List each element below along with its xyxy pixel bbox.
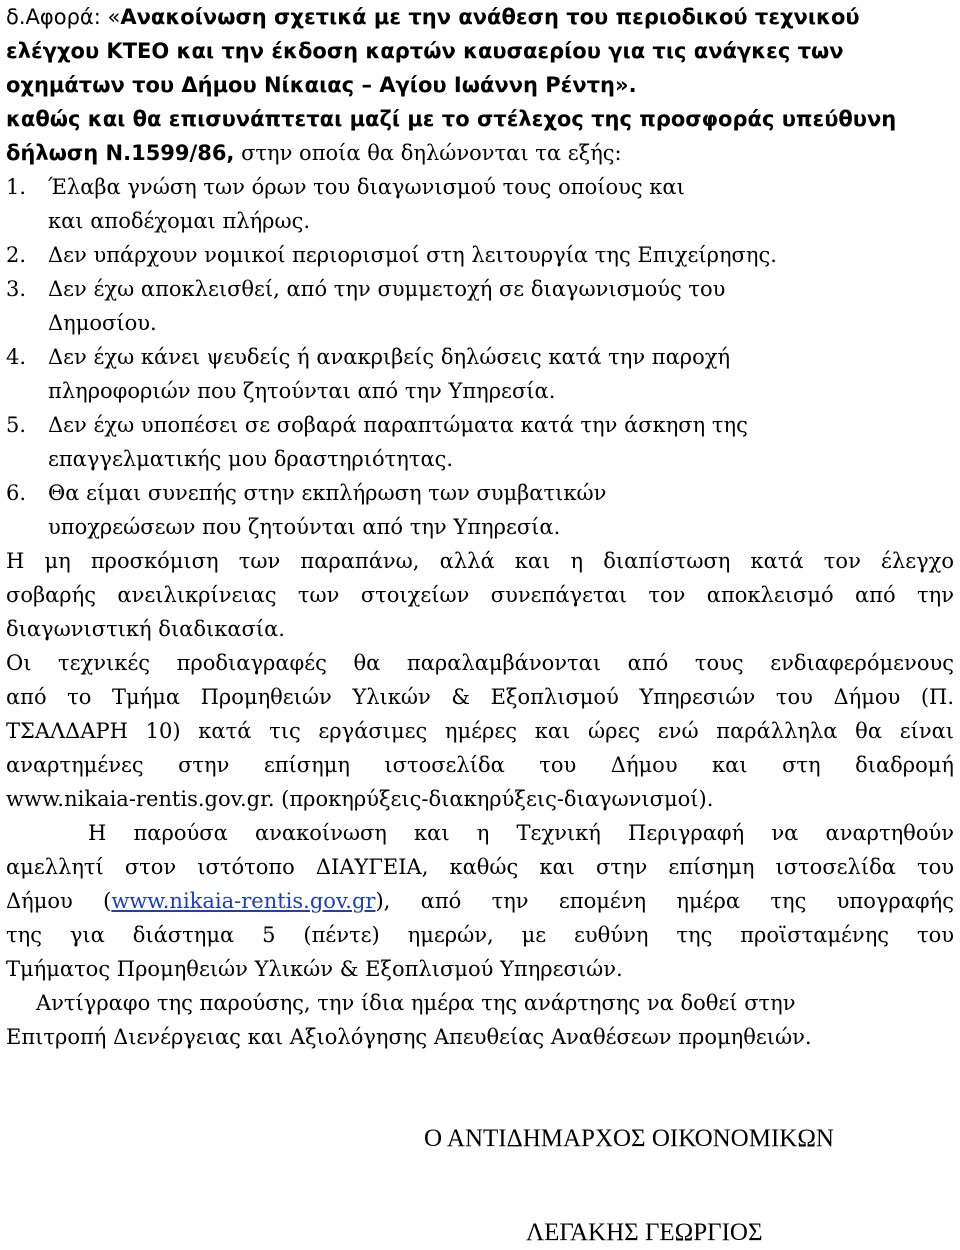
list-item-text: Δεν έχω κάνει ψευδείς ή ανακριβείς δηλώσεις κατά την παροχή (48, 345, 731, 369)
paragraph-line: Επιτροπή Διενέργειας και Αξιολόγησης Απευθείας Αναθέσεων προμηθειών. (6, 1025, 812, 1049)
list-item-text: Δεν έχω αποκλεισθεί, από την συμμετοχή σε διαγωνισμούς του (48, 277, 726, 301)
paragraph-line-with-link: Δήμου (www.nikaia-rentis.gov.gr), από την επομένη ημέρα της υπογραφής (6, 889, 954, 913)
list-item-number: 3. (6, 277, 27, 301)
list-item-number: 5. (6, 413, 27, 437)
paragraph-line: αναρτημένες στην επίσημη ιστοσελίδα του Δήμου και στη διαδρομή (6, 753, 954, 777)
paragraph-line: από το Τμήμα Προμηθειών Υλικών & Εξοπλισμού Υπηρεσιών του Δήμου (Π. (6, 685, 954, 709)
subject-line-1 (6, 0, 956, 34)
paragraph-line: ΤΣΑΛΔΑΡΗ 10) κατά τις εργάσιμες ημέρες και ώρες ενώ παράλληλα θα είναι (6, 719, 954, 743)
paragraph-line: αμελλητί στον ιστότοπο ΔΙΑΥΓΕΙΑ, καθώς και στην επίσημη ιστοσελίδα του (6, 855, 954, 879)
paragraph-line: Αντίγραφο της παρούσης, την ίδια ημέρα της ανάρτησης να δοθεί στην (36, 991, 796, 1015)
declaration-intro-line: καθώς και θα επισυνάπτεται μαζί με το στέλεχος της προσφοράς υπεύθυνη (6, 107, 897, 131)
list-item-number: 6. (6, 481, 27, 505)
list-item-text: υποχρεώσεων που ζητούνται από την Υπηρεσία. (48, 515, 561, 539)
list-item-number: 4. (6, 345, 27, 369)
paragraph-line: Τμήματος Προμηθειών Υλικών & Εξοπλισμού Υπηρεσιών. (6, 957, 623, 981)
paragraph-line: www.nikaia-rentis.gov.gr. (προκηρύξεις-διακηρύξεις-διαγωνισμοί). (6, 787, 714, 811)
subject-line-3: οχημάτων του Δήμου Νίκαιας – Αγίου Ιωάννη Ρέντη». (6, 73, 637, 97)
paragraph-line: της για διάστημα 5 (πέντε) ημερών, με ευθύνη της προϊσταμένης του (6, 923, 954, 947)
signatory-name: ΛΕΓΑΚΗΣ ΓΕΩΡΓΙΟΣ (526, 1219, 763, 1246)
list-item-text: Δημοσίου. (48, 311, 157, 335)
list-item-text: και αποδέχομαι πλήρως. (48, 209, 311, 233)
signatory-title: Ο ΑΝΤΙΔΗΜΑΡΧΟΣ ΟΙΚΟΝΟΜΙΚΩΝ (424, 1125, 834, 1152)
subject-title-start: Ανακοίνωση σχετικά με την ανάθεση του περιοδικού τεχνικού (120, 5, 860, 29)
list-item-text: Δεν έχω υποπέσει σε σοβαρά παραπτώματα κατά την άσκηση της (48, 413, 748, 437)
paragraph-line: διαγωνιστική διαδικασία. (6, 617, 285, 641)
website-link[interactable]: www.nikaia-rentis.gov.gr (111, 889, 376, 913)
subject-line-2: ελέγχου ΚΤΕΟ και την έκδοση καρτών καυσαερίου για τις ανάγκες των (6, 39, 844, 63)
paragraph-line: Η παρούσα ανακοίνωση και η Τεχνική Περιγραφή να αναρτηθούν (88, 821, 954, 845)
subject-prefix: δ.Αφορά: « (6, 5, 121, 29)
list-item-text: επαγγελματικής μου δραστηριότητας. (48, 447, 454, 471)
list-item-number: 2. (6, 243, 27, 267)
list-item-text: πληροφοριών που ζητούνται από την Υπηρεσία. (48, 379, 556, 403)
paragraph-line: Οι τεχνικές προδιαγραφές θα παραλαμβάνονται από τους ενδιαφερόμενους (6, 651, 954, 675)
paragraph-line: σοβαρής ανειλικρίνειας των στοιχείων συνεπάγεται τον αποκλεισμό από την (6, 583, 954, 607)
list-item-text: Δεν υπάρχουν νομικοί περιορισμοί στη λειτουργία της Επιχείρησης. (48, 243, 777, 267)
list-item-text: Θα είμαι συνεπής στην εκπλήρωση των συμβατικών (48, 481, 607, 505)
list-item-text: Έλαβα γνώση των όρων του διαγωνισμού τους οποίους και (48, 175, 685, 199)
list-item-number: 1. (6, 175, 27, 199)
paragraph-line: Η μη προσκόμιση των παραπάνω, αλλά και η διαπίστωση κατά τον έλεγχο (6, 549, 954, 573)
declaration-law-line: δήλωση Ν.1599/86, στην οποία θα δηλώνονται τα εξής: (6, 141, 622, 165)
